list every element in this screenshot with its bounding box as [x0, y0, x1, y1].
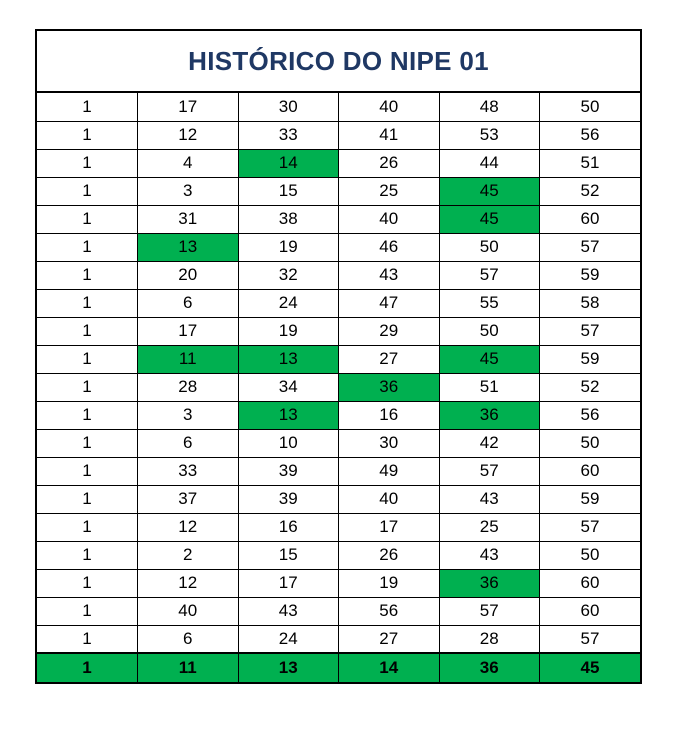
table-cell: 39: [238, 485, 339, 513]
table-cell: 57: [439, 457, 540, 485]
table-cell: 20: [138, 261, 239, 289]
table-cell: 50: [540, 93, 641, 121]
table-cell: 40: [339, 93, 440, 121]
summary-cell: 14: [339, 653, 440, 682]
table-cell: 19: [339, 569, 440, 597]
table-cell: 24: [238, 625, 339, 653]
table-cell: 43: [339, 261, 440, 289]
table-row: [37, 261, 640, 289]
summary-cell: 36: [439, 653, 540, 682]
table-cell: 19: [238, 233, 339, 261]
table-row: [37, 289, 640, 317]
table-row: [37, 569, 640, 597]
table-cell: 53: [439, 121, 540, 149]
table-cell: 15: [238, 541, 339, 569]
summary-cell: 45: [540, 653, 641, 682]
table-cell: 33: [238, 121, 339, 149]
table-cell: 41: [339, 121, 440, 149]
table-cell: 43: [238, 597, 339, 625]
table-cell: 55: [439, 289, 540, 317]
table-cell: 59: [540, 485, 641, 513]
table-cell: 44: [439, 149, 540, 177]
table-cell: 1: [37, 429, 138, 457]
table-cell: 1: [37, 289, 138, 317]
table-cell: 57: [540, 625, 641, 653]
table-cell: 1: [37, 317, 138, 345]
table-row: [37, 93, 640, 121]
table-cell: 52: [540, 373, 641, 401]
table-cell: 39: [238, 457, 339, 485]
table-row: [37, 625, 640, 653]
table-cell: 12: [138, 569, 239, 597]
table-cell: 16: [238, 513, 339, 541]
table-row: [37, 597, 640, 625]
table-cell: 2: [138, 541, 239, 569]
table-cell: 43: [439, 485, 540, 513]
table-row: [37, 121, 640, 149]
table-cell: 30: [238, 93, 339, 121]
table-cell: 13: [238, 401, 339, 429]
summary-cell: 11: [138, 653, 239, 682]
table-cell: 3: [138, 177, 239, 205]
table-cell: 32: [238, 261, 339, 289]
table-cell: 46: [339, 233, 440, 261]
table-cell: 60: [540, 457, 641, 485]
table-cell: 1: [37, 233, 138, 261]
table-cell: 50: [540, 541, 641, 569]
table-cell: 1: [37, 401, 138, 429]
table-cell: 15: [238, 177, 339, 205]
table-cell: 28: [138, 373, 239, 401]
table-cell: 52: [540, 177, 641, 205]
table-cell: 26: [339, 149, 440, 177]
table-cell: 26: [339, 541, 440, 569]
table-cell: 60: [540, 569, 641, 597]
table-cell: 1: [37, 121, 138, 149]
table-cell: 29: [339, 317, 440, 345]
table-cell: 3: [138, 401, 239, 429]
table-cell: 6: [138, 625, 239, 653]
table-cell: 19: [238, 317, 339, 345]
table-cell: 58: [540, 289, 641, 317]
table-cell: 25: [439, 513, 540, 541]
table-cell: 59: [540, 261, 641, 289]
table-cell: 1: [37, 485, 138, 513]
table-cell: 50: [439, 317, 540, 345]
table-cell: 1: [37, 345, 138, 373]
table-row: [37, 429, 640, 457]
table-cell: 28: [439, 625, 540, 653]
table-cell: 4: [138, 149, 239, 177]
table-cell: 59: [540, 345, 641, 373]
table-cell: 13: [238, 345, 339, 373]
table-cell: 12: [138, 513, 239, 541]
table-cell: 1: [37, 205, 138, 233]
table-cell: 40: [339, 205, 440, 233]
table-cell: 48: [439, 93, 540, 121]
table-cell: 47: [339, 289, 440, 317]
table-row: [37, 177, 640, 205]
table-row: [37, 513, 640, 541]
table-cell: 45: [439, 205, 540, 233]
table-cell: 24: [238, 289, 339, 317]
table-cell: 45: [439, 177, 540, 205]
spreadsheet-table: [35, 29, 642, 684]
table-cell: 33: [138, 457, 239, 485]
table-row: [37, 401, 640, 429]
table-cell: 30: [339, 429, 440, 457]
table-cell: 40: [339, 485, 440, 513]
number-grid: [37, 93, 640, 682]
table-cell: 50: [439, 233, 540, 261]
table-cell: 1: [37, 569, 138, 597]
table-cell: 50: [540, 429, 641, 457]
table-cell: 60: [540, 597, 641, 625]
table-cell: 11: [138, 345, 239, 373]
table-cell: 1: [37, 625, 138, 653]
table-cell: 27: [339, 345, 440, 373]
table-row: [37, 373, 640, 401]
table-cell: 27: [339, 625, 440, 653]
table-cell: 17: [238, 569, 339, 597]
table-row: [37, 457, 640, 485]
table-title: HISTÓRICO DO NIPE 01: [37, 31, 640, 93]
table-cell: 36: [339, 373, 440, 401]
table-row: [37, 149, 640, 177]
table-cell: 56: [339, 597, 440, 625]
table-cell: 42: [439, 429, 540, 457]
table-cell: 16: [339, 401, 440, 429]
table-cell: 13: [138, 233, 239, 261]
table-cell: 40: [138, 597, 239, 625]
table-cell: 49: [339, 457, 440, 485]
table-cell: 1: [37, 541, 138, 569]
table-cell: 51: [439, 373, 540, 401]
table-cell: 45: [439, 345, 540, 373]
table-cell: 17: [138, 93, 239, 121]
summary-cell: 13: [238, 653, 339, 682]
table-row: [37, 233, 640, 261]
table-row: [37, 345, 640, 373]
table-cell: 10: [238, 429, 339, 457]
table-cell: 14: [238, 149, 339, 177]
table-row: [37, 485, 640, 513]
table-cell: 1: [37, 177, 138, 205]
table-cell: 57: [439, 261, 540, 289]
table-cell: 36: [439, 569, 540, 597]
table-row: [37, 205, 640, 233]
table-cell: 12: [138, 121, 239, 149]
table-cell: 1: [37, 93, 138, 121]
table-cell: 1: [37, 373, 138, 401]
summary-row: [37, 653, 640, 682]
table-cell: 51: [540, 149, 641, 177]
table-cell: 43: [439, 541, 540, 569]
table-cell: 34: [238, 373, 339, 401]
table-cell: 56: [540, 401, 641, 429]
table-cell: 37: [138, 485, 239, 513]
table-row: [37, 541, 640, 569]
table-cell: 1: [37, 261, 138, 289]
table-cell: 31: [138, 205, 239, 233]
table-cell: 25: [339, 177, 440, 205]
table-cell: 17: [138, 317, 239, 345]
table-cell: 36: [439, 401, 540, 429]
table-cell: 57: [540, 317, 641, 345]
table-cell: 6: [138, 429, 239, 457]
summary-cell: 1: [37, 653, 138, 682]
table-cell: 56: [540, 121, 641, 149]
table-cell: 17: [339, 513, 440, 541]
table-cell: 60: [540, 205, 641, 233]
table-cell: 1: [37, 457, 138, 485]
table-cell: 1: [37, 513, 138, 541]
table-cell: 57: [540, 513, 641, 541]
table-cell: 6: [138, 289, 239, 317]
table-cell: 1: [37, 149, 138, 177]
table-cell: 1: [37, 597, 138, 625]
table-cell: 57: [540, 233, 641, 261]
table-cell: 57: [439, 597, 540, 625]
table-cell: 38: [238, 205, 339, 233]
table-row: [37, 317, 640, 345]
